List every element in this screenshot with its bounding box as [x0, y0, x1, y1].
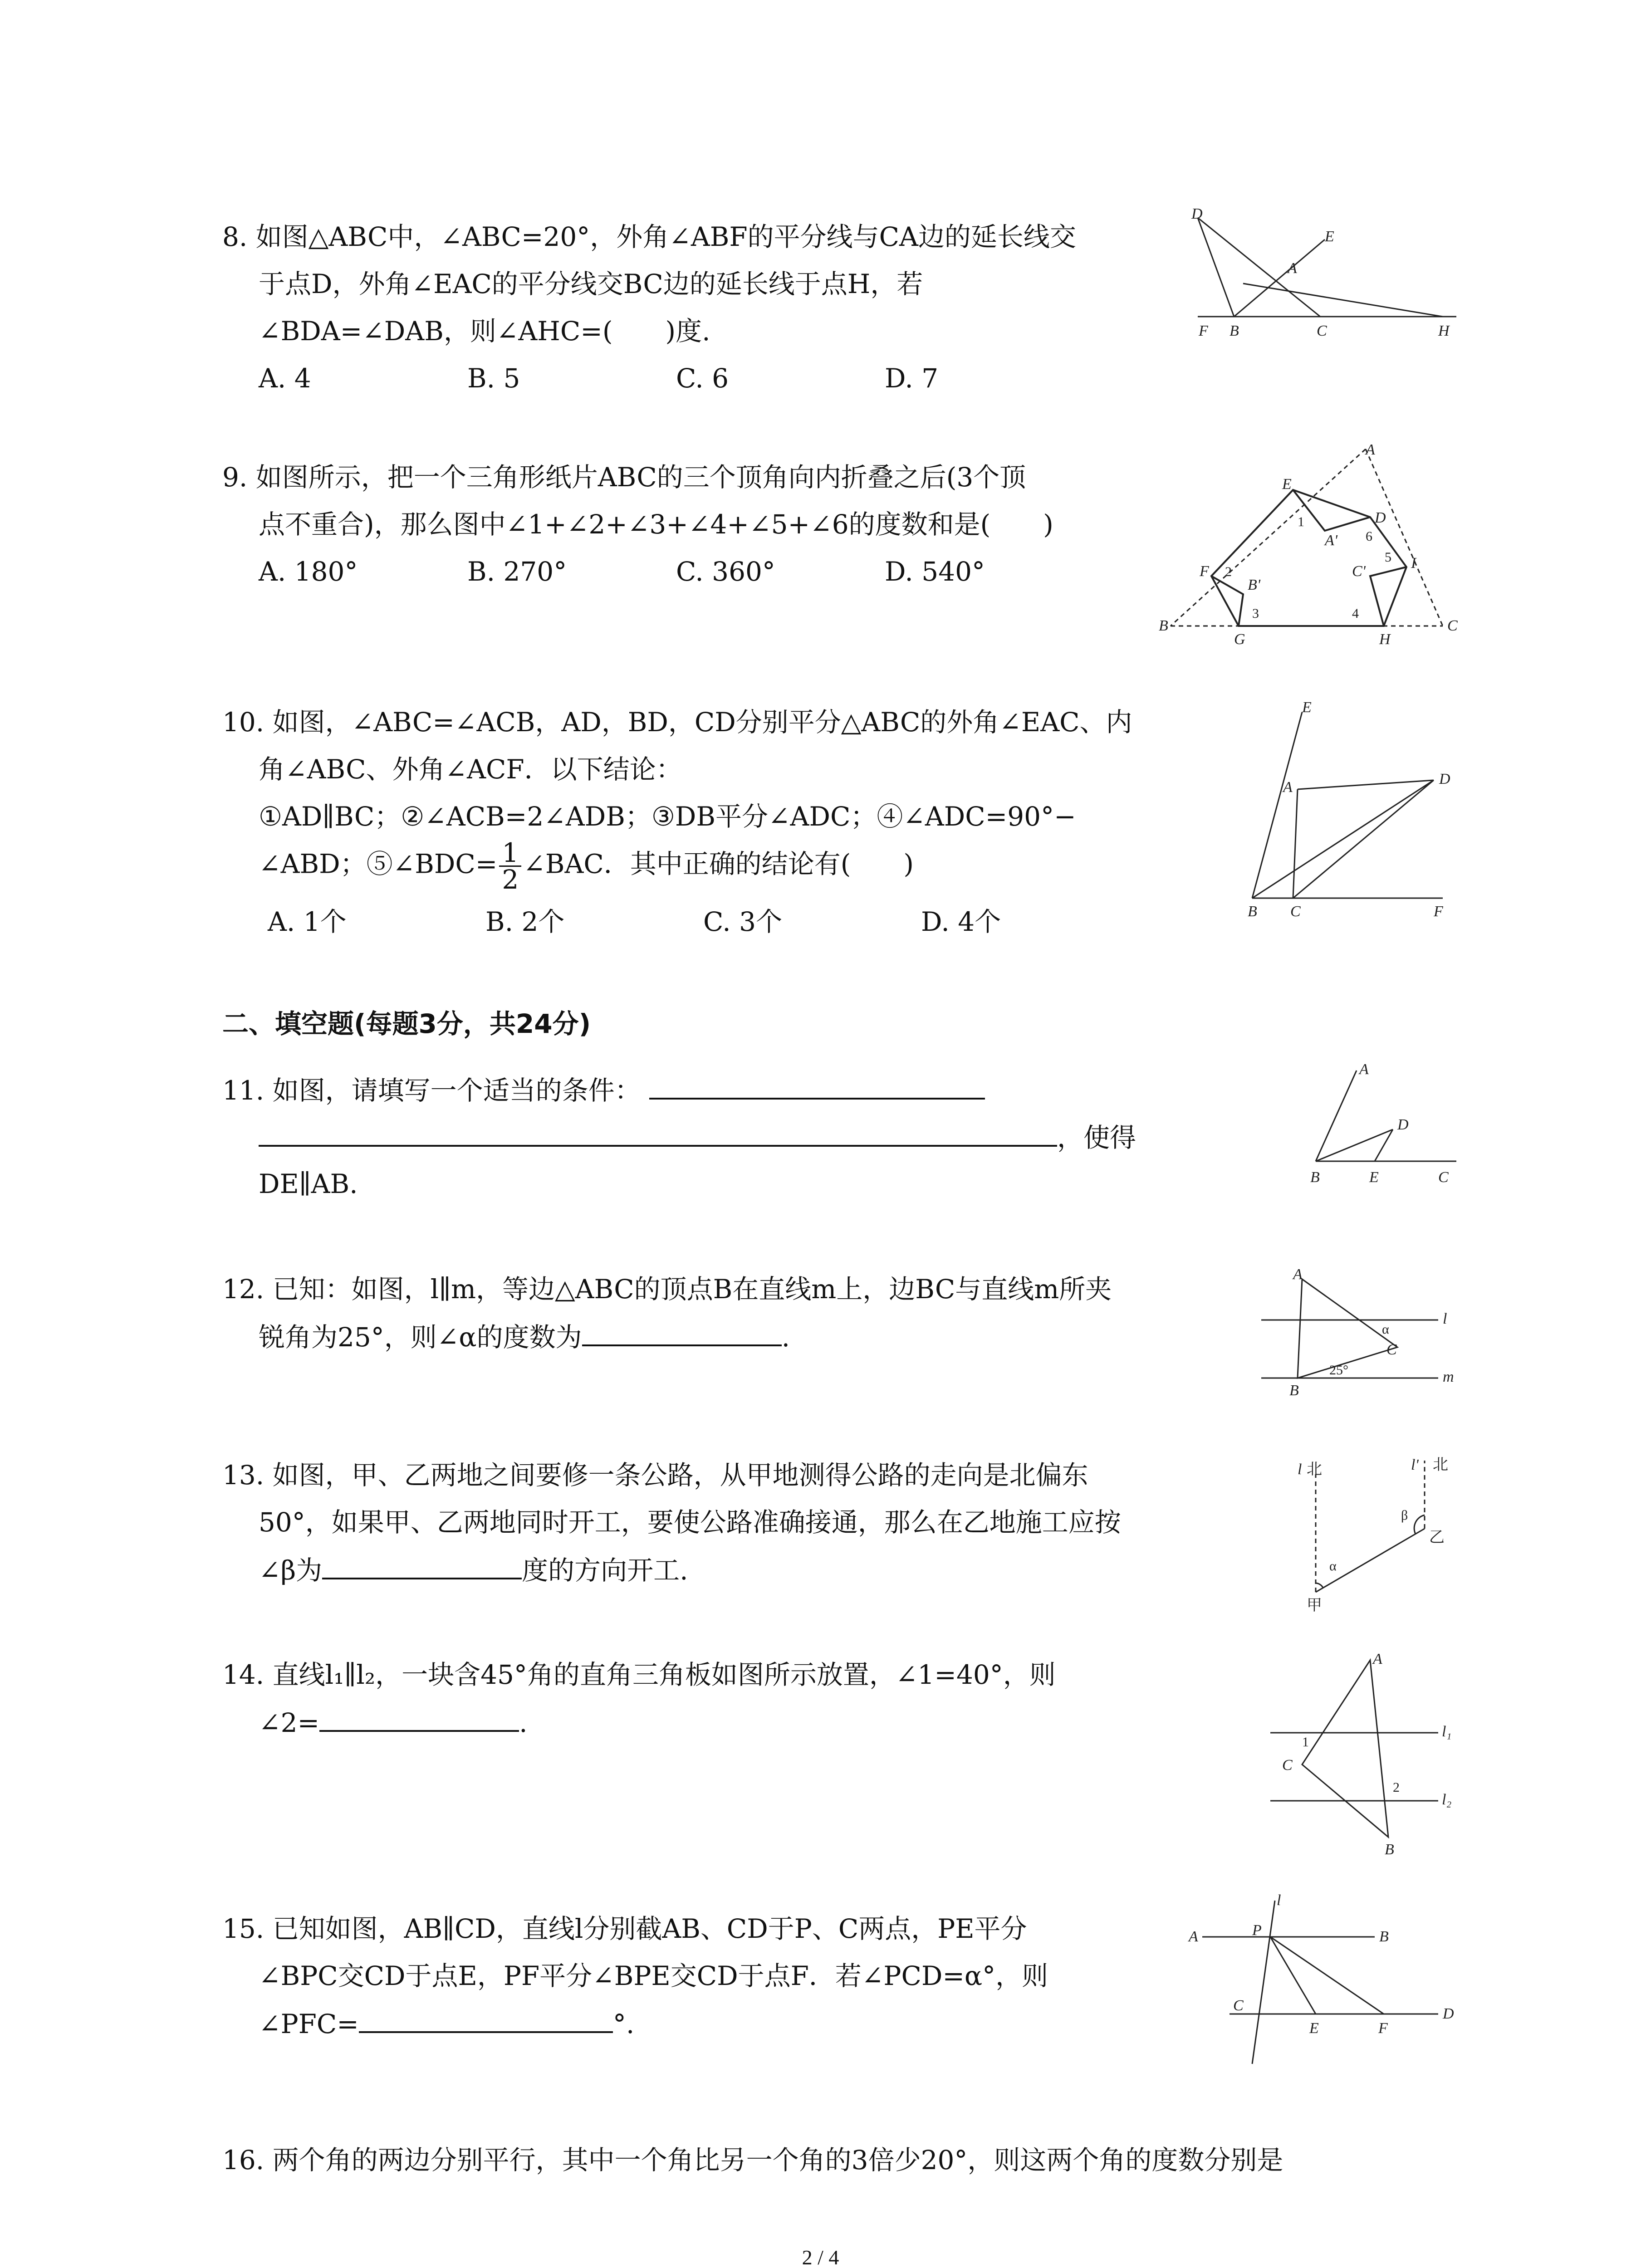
q11-answer-blank-1[interactable] — [649, 1066, 985, 1100]
fig10-label-a: A — [1283, 779, 1293, 796]
page-number: 2 / 4 — [802, 2246, 839, 2268]
fig10-label-c: C — [1290, 903, 1301, 920]
q15-line-3 — [259, 1999, 634, 2048]
q9-option-d: D. 540° — [885, 556, 985, 587]
q14-text-2a: ∠2= — [259, 1707, 320, 1738]
fig13-label-north-2: 北 — [1433, 1456, 1448, 1474]
fig15-label-a: A — [1189, 1928, 1198, 1945]
fig9-label-a-prime: A' — [1325, 532, 1338, 549]
q10-option-d: D. 4个 — [921, 906, 1001, 937]
fig13-label-yi: 乙 — [1429, 1528, 1445, 1546]
q11-answer-blank-2[interactable] — [259, 1113, 1057, 1147]
figure-q9 — [1152, 440, 1461, 649]
fig11-label-a: A — [1359, 1061, 1369, 1078]
q9-option-a: A. 180° — [259, 556, 358, 587]
fig8-label-h: H — [1438, 323, 1450, 339]
fig14-label-l2: l₂ — [1442, 1791, 1452, 1808]
fig9-label-a: A — [1366, 441, 1375, 458]
figure-q13 — [1288, 1452, 1470, 1615]
figure-q11 — [1302, 1057, 1465, 1193]
q15-text-3b: °. — [612, 2009, 635, 2039]
q12-text-2b: . — [781, 1322, 790, 1353]
q9-line-1: 9. 如图所示，把一个三角形纸片ABC的三个顶角向内折叠之后(3个顶 — [222, 462, 1026, 493]
fig15-label-f: F — [1378, 2020, 1388, 2037]
q13-text-3a: ∠β为 — [259, 1555, 323, 1586]
fig12-label-m: m — [1443, 1369, 1454, 1385]
q8-option-c: C. 6 — [676, 363, 729, 394]
fig15-label-e: E — [1309, 2020, 1319, 2037]
fig12-label-c: C — [1386, 1341, 1397, 1358]
fig14-label-l1: l₁ — [1442, 1723, 1452, 1740]
figure-q15 — [1184, 1892, 1465, 2073]
figure-q12 — [1257, 1261, 1465, 1402]
fig8-label-a: A — [1288, 260, 1297, 277]
q14-text-2b: . — [519, 1707, 528, 1738]
fig12-label-a: A — [1293, 1266, 1303, 1283]
q9-option-b: B. 270° — [467, 556, 567, 587]
fig9-label-4: 4 — [1352, 606, 1359, 621]
fig10-label-f: F — [1434, 903, 1443, 920]
fig12-label-alpha: α — [1382, 1322, 1389, 1337]
fig9-label-b-prime: B' — [1248, 577, 1261, 593]
q12-answer-blank[interactable] — [582, 1313, 782, 1346]
fig13-label-l-prime: l' — [1411, 1457, 1419, 1473]
q9-option-c: C. 360° — [676, 556, 775, 587]
q8-line-2: 于点D，外角∠EAC的平分线交BC边的延长线于点H，若 — [259, 269, 923, 299]
q12-text-2a: 锐角为25°，则∠α的度数为 — [259, 1322, 582, 1353]
fig10-label-e: E — [1302, 699, 1312, 716]
fig11-label-b: B — [1310, 1169, 1320, 1186]
q13-line-3 — [259, 1546, 688, 1594]
q16-line-1: 16. 两个角的两边分别平行，其中一个角比另一个角的3倍少20°，则这两个角的度数分别是 — [222, 2145, 1283, 2175]
fig9-label-c: C — [1447, 617, 1458, 634]
fig8-label-b: B — [1230, 323, 1239, 339]
q10-option-a: A. 1个 — [268, 906, 347, 937]
q8-line-3: ∠BDA=∠DAB，则∠AHC=( )度. — [259, 316, 710, 347]
q11-line-1 — [222, 1066, 985, 1114]
q14-answer-blank[interactable] — [319, 1698, 519, 1732]
q10-line-2: 角∠ABC、外角∠ACF．以下结论： — [259, 754, 682, 785]
fig14-label-2: 2 — [1393, 1780, 1400, 1795]
q14-line-1: 14. 直线l₁∥l₂，一块含45°角的直角三角板如图所示放置，∠1=40°，则 — [222, 1659, 1056, 1690]
fig15-label-c: C — [1233, 1997, 1244, 2014]
fraction-denominator: 2 — [502, 864, 519, 895]
q8-option-b: B. 5 — [467, 363, 520, 394]
fig14-label-a: A — [1373, 1651, 1382, 1667]
q10-option-c: C. 3个 — [703, 906, 783, 937]
q10-line-4-a: ∠ABD；⑤∠BDC= — [259, 848, 498, 880]
fig9-label-b: B — [1159, 617, 1168, 634]
fig13-label-alpha: α — [1329, 1559, 1337, 1574]
fig15-label-d: D — [1443, 2005, 1454, 2022]
fig9-label-2: 2 — [1225, 564, 1232, 579]
fig14-label-b: B — [1385, 1841, 1394, 1858]
fig11-label-d: D — [1397, 1116, 1409, 1133]
fraction-numerator: 1 — [499, 840, 521, 867]
q10-line-1: 10. 如图，∠ABC=∠ACB，AD，BD，CD分别平分△ABC的外角∠EAC、内 — [222, 707, 1132, 738]
fig14-label-c: C — [1282, 1757, 1293, 1774]
fig11-label-e: E — [1369, 1169, 1379, 1186]
q9-line-2: 点不重合)，那么图中∠1+∠2+∠3+∠4+∠5+∠6的度数和是( ) — [259, 509, 1053, 540]
fig9-label-1: 1 — [1298, 514, 1304, 529]
fig13-label-l: l — [1298, 1461, 1302, 1478]
fig11-label-c: C — [1438, 1169, 1449, 1186]
q10-line-4 — [259, 837, 914, 895]
fig8-label-c: C — [1317, 323, 1327, 339]
fig9-label-3: 3 — [1252, 606, 1259, 621]
q15-answer-blank[interactable] — [359, 1999, 613, 2033]
q12-line-1: 12. 已知：如图，l∥m，等边△ABC的顶点B在直线m上，边BC与直线m所夹 — [222, 1274, 1112, 1305]
q11-text-1: 11. 如图，请填写一个适当的条件： — [222, 1075, 641, 1106]
fig9-label-c-prime: C' — [1352, 563, 1366, 580]
fig15-label-b: B — [1379, 1928, 1389, 1945]
fig9-label-h: H — [1379, 631, 1391, 648]
fig9-label-d: D — [1375, 509, 1386, 526]
q10-option-b: B. 2个 — [485, 906, 565, 937]
fig14-label-1: 1 — [1302, 1735, 1309, 1750]
q8-line-1: 8. 如图△ABC中，∠ABC=20°，外角∠ABF的平分线与CA边的延长线交 — [222, 221, 1076, 252]
fig15-label-l: l — [1277, 1892, 1281, 1909]
q15-line-1: 15. 已知如图，AB∥CD，直线l分别截AB、CD于P、C两点，PE平分 — [222, 1913, 1027, 1944]
q12-line-2 — [259, 1313, 790, 1361]
q15-text-3a: ∠PFC= — [259, 2009, 359, 2039]
fig9-label-f: F — [1200, 563, 1209, 580]
q13-text-3b: 度的方向开工. — [522, 1555, 688, 1586]
q11-line-2 — [259, 1113, 1136, 1161]
fig12-label-b: B — [1289, 1382, 1299, 1399]
fig15-label-p: P — [1252, 1922, 1262, 1939]
q11-text-2: ，使得 — [1057, 1122, 1136, 1153]
fig10-label-d: D — [1439, 771, 1450, 787]
fig12-label-l: l — [1443, 1310, 1447, 1327]
fig13-label-beta: β — [1401, 1508, 1408, 1523]
q13-line-1: 13. 如图，甲、乙两地之间要修一条公路，从甲地测得公路的走向是北偏东 — [222, 1460, 1088, 1491]
q13-answer-blank[interactable] — [322, 1546, 522, 1579]
fig8-label-e: E — [1325, 228, 1334, 245]
fig8-label-f: F — [1199, 323, 1208, 339]
q11-line-3: DE∥AB. — [259, 1168, 358, 1199]
figure-q10 — [1234, 699, 1470, 925]
q10-line-4-b: ∠BAC．其中正确的结论有( ) — [523, 848, 914, 880]
fig9-label-6: 6 — [1366, 529, 1372, 544]
fig13-label-north-1: 北 — [1307, 1460, 1322, 1478]
fig9-label-e: E — [1282, 476, 1292, 493]
q10-line-3: ①AD∥BC；②∠ACB=2∠ADB；③DB平分∠ADC；④∠ADC=90°− — [259, 801, 1076, 832]
q13-line-2: 50°，如果甲、乙两地同时开工，要使公路准确接通，那么在乙地施工应按 — [259, 1507, 1121, 1538]
q14-line-2 — [259, 1698, 528, 1746]
section-2-title: 二、填空题(每题3分，共24分) — [222, 1008, 591, 1039]
q8-option-d: D. 7 — [885, 363, 939, 394]
q15-line-2: ∠BPC交CD于点E，PF平分∠BPE交CD于点F．若∠PCD=α°，则 — [259, 1960, 1048, 1991]
q8-option-a: A. 4 — [259, 363, 311, 394]
fig9-label-g: G — [1234, 631, 1245, 648]
figure-q14 — [1266, 1651, 1465, 1860]
fig12-label-25: 25° — [1329, 1363, 1348, 1378]
fig9-label-5: 5 — [1385, 550, 1391, 565]
fig8-label-d: D — [1191, 205, 1203, 222]
fig13-label-jia: 甲 — [1307, 1596, 1322, 1614]
fig10-label-b: B — [1248, 903, 1257, 920]
fraction-one-half — [499, 837, 521, 895]
figure-q8 — [1189, 204, 1461, 340]
fig9-label-i: I — [1411, 555, 1416, 572]
